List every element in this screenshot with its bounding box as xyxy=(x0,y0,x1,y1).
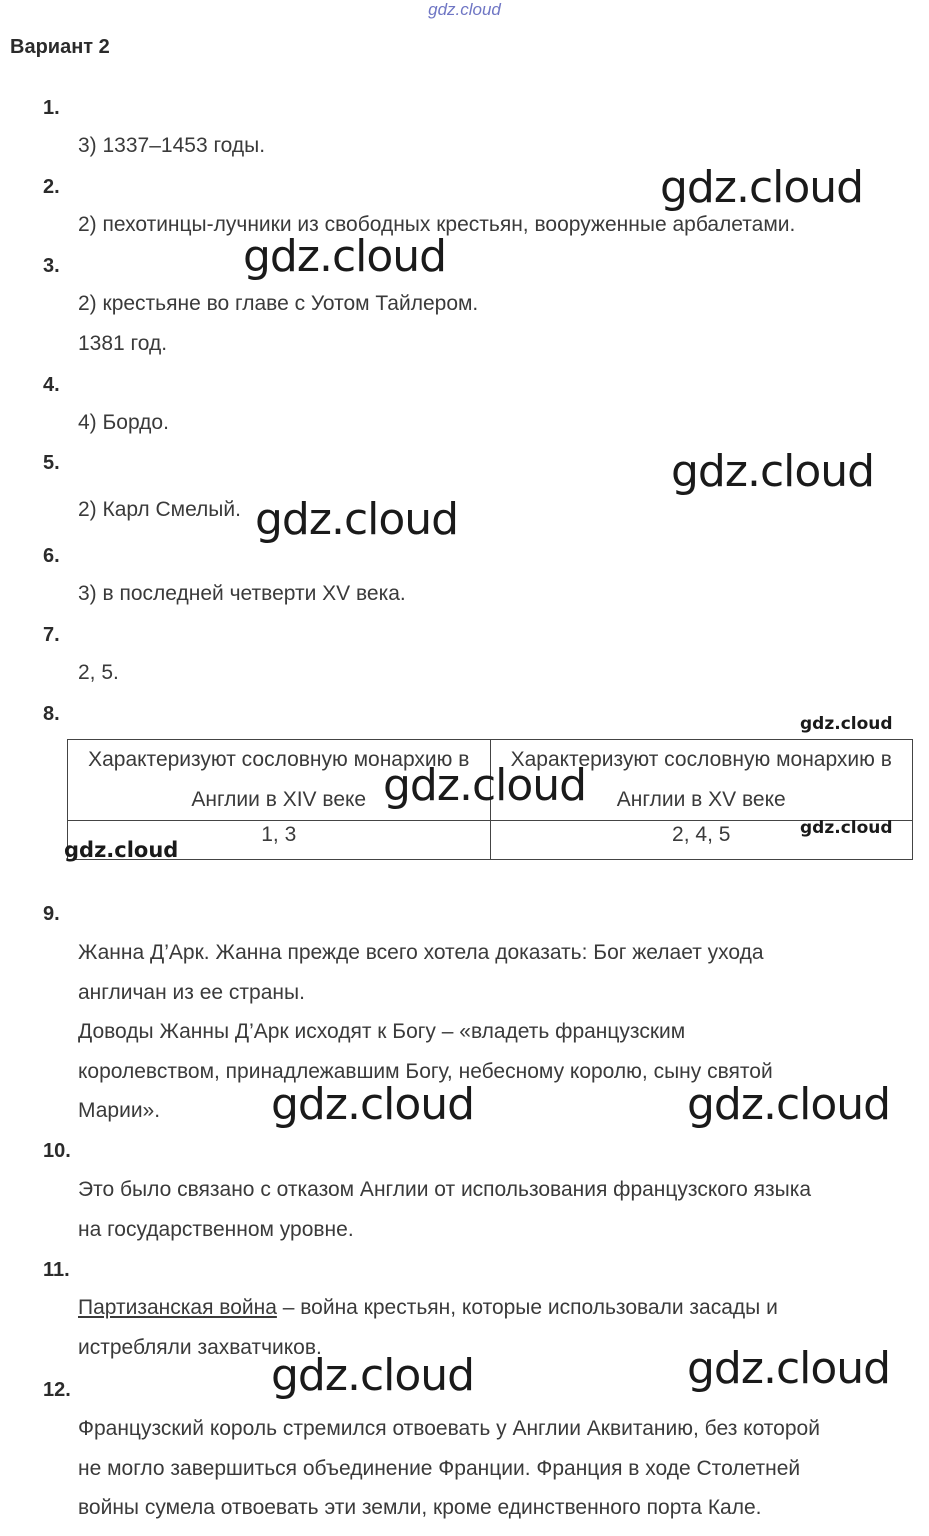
watermark: gdz.cloud xyxy=(687,1343,891,1394)
watermark: gdz.cloud xyxy=(255,494,459,545)
answer-3-line-2: 1381 год. xyxy=(78,332,168,355)
question-number-5: 5. xyxy=(43,452,60,474)
watermark: gdz.cloud xyxy=(271,1350,475,1401)
answer-6: 3) в последней четверти XV века. xyxy=(78,582,406,605)
question-number-10: 10. xyxy=(43,1140,71,1162)
answer-1: 3) 1337–1453 годы. xyxy=(78,134,266,157)
table-cell-xiv: 1, 3 xyxy=(68,821,491,860)
question-number-11: 11. xyxy=(43,1259,70,1281)
answer-10-line-1: Это было связано с отказом Англии от использования французского языка xyxy=(78,1178,812,1201)
watermark: gdz.cloud xyxy=(660,162,864,213)
answer-9-line-2: англичан из ее страны. xyxy=(78,981,305,1004)
question-number-1: 1. xyxy=(43,97,60,119)
watermark: gdz.cloud xyxy=(243,231,447,282)
answer-12-line-2: не могло завершиться объединение Франции. Франция в ходе Столетней xyxy=(78,1457,801,1480)
question-number-4: 4. xyxy=(43,374,60,396)
answer-9-line-1: Жанна Д’Арк. Жанна прежде всего хотела доказать: Бог желает ухода xyxy=(78,941,764,964)
term-partisan-war: Партизанская война xyxy=(78,1296,277,1319)
answer-9-line-4: королевством, принадлежавшим Богу, небесному королю, сыну святой xyxy=(78,1060,773,1083)
question-number-8: 8. xyxy=(43,703,60,725)
answer-9-line-3: Доводы Жанны Д’Арк исходят к Богу – «владеть французским xyxy=(78,1020,686,1043)
watermark: gdz.cloud xyxy=(271,1079,475,1130)
answer-12-line-1: Французский король стремился отвоевать у Англии Аквитанию, без которой xyxy=(78,1417,820,1440)
question-number-6: 6. xyxy=(43,545,60,567)
answer-11-line-2: истребляли захватчиков. xyxy=(78,1336,322,1359)
answer-2: 2) пехотинцы-лучники из свободных крестьян, вооруженные арбалетами. xyxy=(78,213,796,236)
watermark: gdz.cloud xyxy=(800,714,893,734)
answer-3-line-1: 2) крестьяне во главе с Уотом Тайлером. xyxy=(78,292,479,315)
watermark: gdz.cloud xyxy=(671,446,875,497)
question-number-9: 9. xyxy=(43,903,60,925)
page-title: Вариант 2 xyxy=(10,36,110,58)
answer-9-line-5: Марии». xyxy=(78,1099,161,1122)
top-watermark: gdz.cloud xyxy=(428,0,501,19)
answer-11-line-1 xyxy=(78,1296,778,1320)
question-number-3: 3. xyxy=(43,255,60,277)
answer-4: 4) Бордо. xyxy=(78,411,169,434)
question-number-2: 2. xyxy=(43,176,60,198)
answer-12-line-3: войны сумела отвоевать эти земли, кроме единственного порта Кале. xyxy=(78,1496,762,1519)
watermark: gdz.cloud xyxy=(687,1079,891,1130)
question-number-12: 12. xyxy=(43,1379,71,1401)
watermark: gdz.cloud xyxy=(64,838,179,862)
table-cell-xv: 2, 4, 5 xyxy=(490,821,913,860)
watermark: gdz.cloud xyxy=(800,818,893,838)
answer-5: 2) Карл Смелый. xyxy=(78,498,241,521)
watermark: gdz.cloud xyxy=(383,760,587,811)
question-number-7: 7. xyxy=(43,624,60,646)
answer-7: 2, 5. xyxy=(78,661,119,684)
answer-11-definition: – война крестьян, которые использовали засады и xyxy=(276,1296,778,1319)
table-header-xv: Характеризуют сословную монархию в Англии в XV веке xyxy=(490,740,913,821)
table-header-xiv: Характеризуют сословную монархию в Англии в XIV веке xyxy=(68,740,491,821)
answer-10-line-2: на государственном уровне. xyxy=(78,1218,354,1241)
